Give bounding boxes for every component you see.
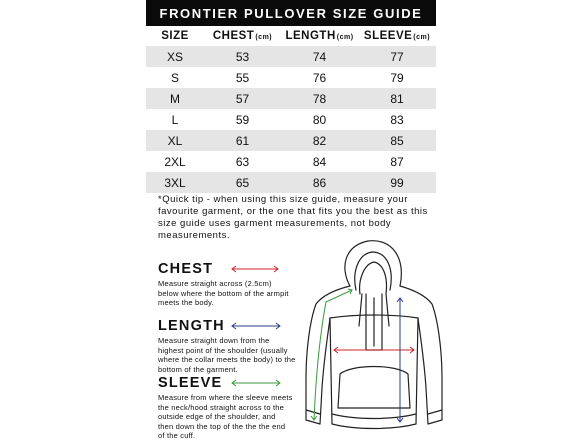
length-title: LENGTH	[158, 318, 225, 334]
cell-chest: 63	[235, 154, 250, 169]
header-chest: CHEST(cm)	[212, 30, 273, 42]
size-table	[146, 26, 436, 193]
cell-chest: 65	[235, 175, 250, 190]
header-size: SIZE	[161, 30, 189, 42]
hoodie-diagram-icon	[296, 238, 446, 437]
cell-size: S	[170, 70, 179, 85]
cell-size: M	[170, 91, 180, 106]
table-header-row	[146, 26, 436, 46]
header-sleeve: SLEEVE(cm)	[363, 30, 431, 42]
chest-title: CHEST	[158, 261, 214, 277]
cell-sleeve: 85	[390, 133, 404, 148]
cell-chest: 57	[235, 91, 250, 106]
quick-tip: *Quick tip - when using this size guide, measure your favourite garment, or the one that fits you the best as this size guide uses garment measurements, not body measurements.	[158, 194, 428, 241]
cell-length: 80	[312, 112, 327, 127]
sleeve-title: SLEEVE	[158, 375, 223, 391]
length-arrow-icon	[230, 321, 282, 331]
cell-length: 78	[312, 91, 327, 106]
cell-size: XL	[167, 133, 183, 148]
table-row	[146, 109, 436, 130]
sleeve-arrow-icon	[230, 378, 282, 388]
cell-chest: 59	[235, 112, 250, 127]
cell-sleeve: 87	[390, 154, 404, 169]
table-row	[146, 172, 436, 193]
cell-length: 86	[312, 175, 327, 190]
cell-size: 2XL	[164, 154, 186, 169]
table-row	[146, 130, 436, 151]
cell-chest: 61	[235, 133, 250, 148]
sleeve-description: Measure from where the sleeve meets the neck/hood straight across to the outside edge of the shoulder, and then down the top of the the the end of the cuff.	[158, 393, 293, 440]
cell-size: 3XL	[164, 175, 186, 190]
cell-sleeve: 83	[390, 112, 404, 127]
table-row	[146, 46, 436, 67]
cell-size: XS	[166, 49, 183, 64]
cell-sleeve: 77	[390, 49, 404, 64]
cell-size: L	[171, 112, 179, 127]
length-description: Measure straight down from the highest point of the shoulder (usually where the collar meets the body) to the bottom of the garment.	[158, 336, 296, 374]
table-row	[146, 88, 436, 109]
table-row	[146, 67, 436, 88]
table-row	[146, 151, 436, 172]
chest-description: Measure straight across (2.5cm) below where the bottom of the armpit meets the body.	[158, 279, 289, 307]
cell-chest: 55	[235, 70, 250, 85]
cell-sleeve: 79	[390, 70, 404, 85]
cell-sleeve: 99	[390, 175, 404, 190]
cell-length: 84	[312, 154, 327, 169]
header-length: LENGTH(cm)	[285, 30, 354, 42]
cell-chest: 53	[235, 49, 250, 64]
cell-length: 74	[312, 49, 327, 64]
cell-length: 82	[312, 133, 327, 148]
size-guide-title: FRONTIER PULLOVER SIZE GUIDE	[146, 0, 436, 26]
chest-arrow-icon	[230, 264, 280, 274]
cell-sleeve: 81	[390, 91, 404, 106]
cell-length: 76	[312, 70, 327, 85]
